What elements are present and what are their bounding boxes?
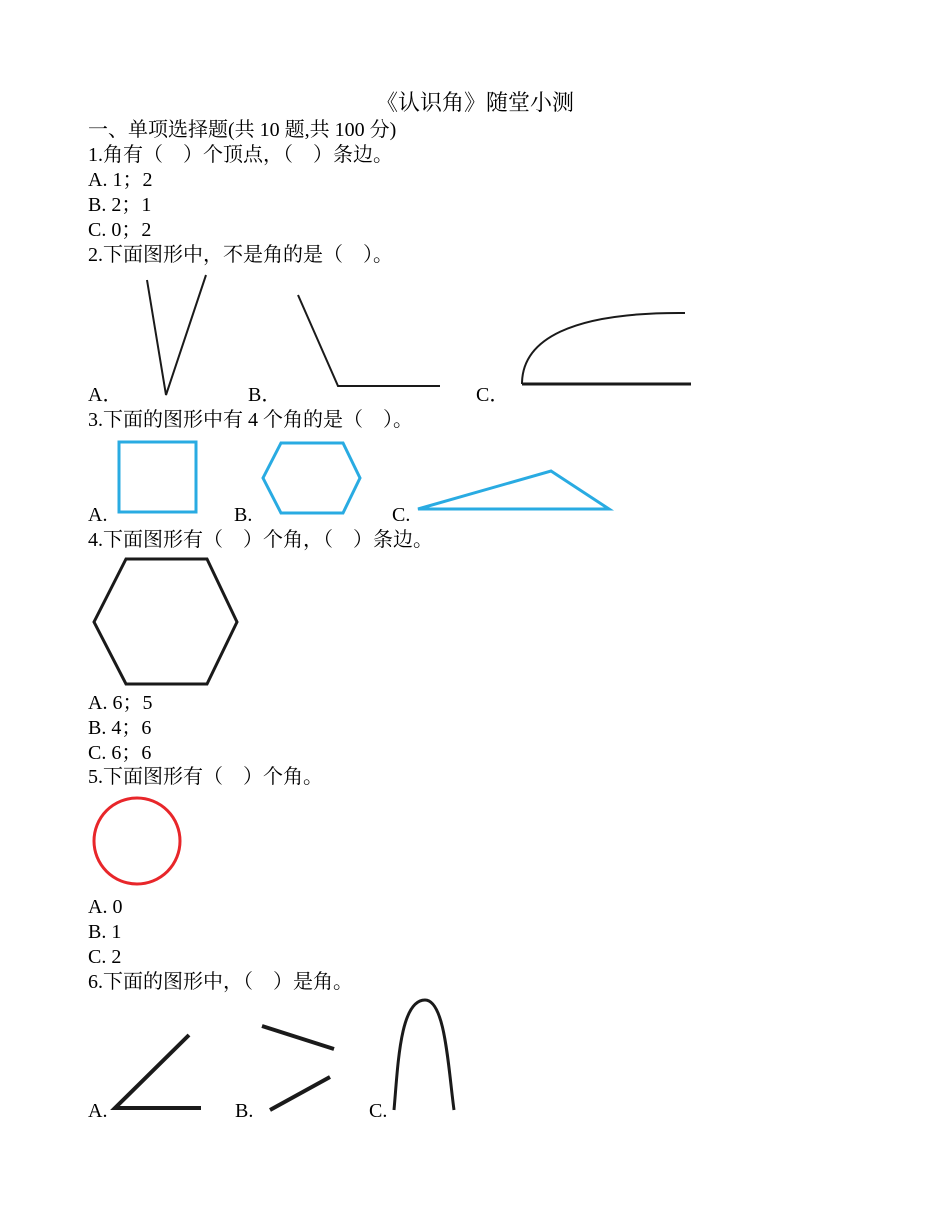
- q4-figure: [0, 555, 950, 695]
- q3-figure-c-triangle: [418, 471, 609, 509]
- question-1-stem: 1.角有（ ）个顶点，（ ）条边。: [88, 144, 393, 166]
- q3-figure-a-square: [119, 442, 196, 512]
- question-5-stem: 5.下面图形有（ ）个角。: [88, 766, 323, 788]
- q4-option-a: A. 6；5: [88, 692, 153, 714]
- q2-option-a: A．: [88, 384, 123, 406]
- q3-figure-b-hexagon: [263, 443, 360, 513]
- q4-option-c: C. 6；6: [88, 742, 152, 764]
- q6-figure-c-arch: [394, 1000, 454, 1110]
- question-6-stem: 6.下面的图形中，（ ）是角。: [88, 971, 353, 993]
- q5-option-c: C. 2: [88, 946, 122, 968]
- page-title: 《认识角》随堂小测: [375, 90, 574, 115]
- q2-option-b: B．: [248, 384, 282, 406]
- q2-figure-b-angle: [298, 295, 440, 386]
- q3-figures: [0, 435, 950, 525]
- q6-figure-b-lines: [262, 1026, 334, 1110]
- q3-option-b: B.: [234, 504, 253, 526]
- q4-figure-hexagon: [94, 559, 237, 684]
- q1-option-b: B. 2；1: [88, 194, 152, 216]
- q6-option-b: B.: [235, 1100, 254, 1122]
- q2-figures: [0, 265, 950, 405]
- q1-option-c: C. 0；2: [88, 219, 152, 241]
- q2-figure-a-angle: [147, 275, 206, 395]
- q4-option-b: B. 4；6: [88, 717, 152, 739]
- q6-option-a: A.: [88, 1100, 108, 1122]
- q6-figure-a-angle: [115, 1035, 201, 1108]
- q2-option-c: C．: [476, 384, 510, 406]
- question-2-stem: 2.下面图形中，不是角的是（ ）。: [88, 244, 393, 266]
- q6-option-c: C.: [369, 1100, 388, 1122]
- q5-figure-circle: [94, 798, 180, 884]
- q5-option-a: A. 0: [88, 896, 123, 918]
- q2-figure-c-curve: [522, 313, 691, 384]
- question-3-stem: 3.下面的图形中有 4 个角的是（ ）。: [88, 409, 413, 431]
- q3-option-c: C.: [392, 504, 411, 526]
- q5-option-b: B. 1: [88, 921, 122, 943]
- q1-option-a: A. 1；2: [88, 169, 153, 191]
- q3-option-a: A.: [88, 504, 108, 526]
- q6-figures: [0, 995, 950, 1125]
- question-4-stem: 4.下面图形有（ ）个角，（ ）条边。: [88, 529, 433, 551]
- q5-figure: [0, 793, 950, 893]
- section-heading: 一、单项选择题(共 10 题,共 100 分): [88, 119, 397, 141]
